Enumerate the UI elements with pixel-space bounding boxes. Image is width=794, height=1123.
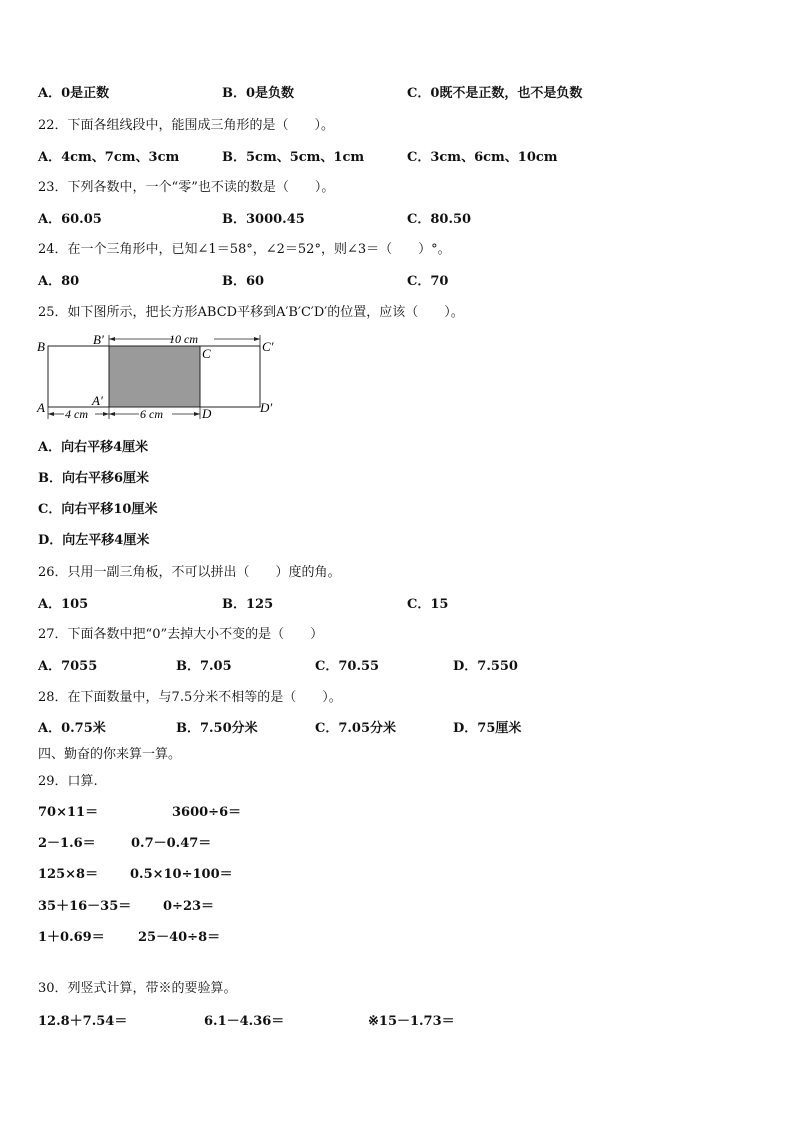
q26-option-a: A．105 — [38, 597, 89, 612]
q23-stem: 23．下列各数中，一个“零”也不读的数是（ ）。 — [38, 180, 335, 195]
q26-option-b: B．125 — [222, 597, 274, 612]
q24-option-c: C．70 — [407, 274, 449, 289]
vertex-D-prime: D′ — [260, 400, 273, 415]
q23-option-b: B．3000.45 — [222, 212, 305, 227]
q25-option-a: A．向右平移4厘米 — [38, 440, 149, 455]
vertex-A-prime: A′ — [92, 393, 103, 408]
q24-option-a: A．80 — [38, 274, 80, 289]
q28-option-d: D．75厘米 — [453, 721, 522, 736]
q21-option-c: C．0既不是正数，也不是负数 — [407, 86, 583, 101]
q21-option-b: B．0是负数 — [222, 86, 295, 101]
q29-r2a: 2－1.6＝ — [38, 836, 96, 851]
q22-option-c: C．3cm、6cm、10cm — [407, 150, 558, 165]
q22-option-a: A．4cm、7cm、3cm — [38, 150, 180, 165]
q28-option-c: C．7.05分米 — [315, 721, 397, 736]
q21-option-a: A．0是正数 — [38, 86, 110, 101]
q29-r3b: 0.5×10÷100＝ — [130, 867, 233, 882]
left-dimension-label: 4 cm — [65, 407, 88, 421]
q29-r2b: 0.7－0.47＝ — [131, 836, 212, 851]
q27-stem: 27．下面各数中把“0”去掉大小不变的是（ ） — [38, 627, 324, 642]
vertex-B-prime: B′ — [93, 332, 104, 347]
right-dimension-label: 6 cm — [140, 407, 163, 421]
q30-a: 12.8＋7.54＝ — [38, 1014, 128, 1029]
q25-option-c: C．向右平移10厘米 — [38, 502, 158, 517]
section-heading: 四、勤奋的你来算一算。 — [38, 747, 182, 762]
q27-option-b: B．7.05 — [176, 659, 232, 674]
q23-option-a: A．60.05 — [38, 212, 102, 227]
q29-r4a: 35＋16－35＝ — [38, 899, 132, 914]
vertex-A: A — [37, 400, 45, 415]
q30-c: ※15－1.73＝ — [368, 1014, 455, 1029]
vertex-B: B — [37, 339, 45, 354]
q29-r5a: 1＋0.69＝ — [38, 930, 105, 945]
q27-option-a: A．7055 — [38, 659, 98, 674]
q22-option-b: B．5cm、5cm、1cm — [222, 150, 365, 165]
q25-option-b: B．向右平移6厘米 — [38, 471, 150, 486]
q29-r4b: 0÷23＝ — [163, 899, 215, 914]
q27-option-c: C．70.55 — [315, 659, 380, 674]
top-dimension-label: 10 cm — [169, 332, 198, 346]
q28-option-b: B．7.50分米 — [176, 721, 258, 736]
q24-option-b: B．60 — [222, 274, 265, 289]
translation-figure — [34, 330, 284, 422]
q29-r1b: 3600÷6＝ — [172, 805, 242, 820]
q29-stem: 29．口算. — [38, 774, 98, 789]
shaded-rectangle — [109, 346, 200, 407]
vertex-D: D — [202, 406, 212, 421]
q24-stem: 24．在一个三角形中，已知∠1＝58°，∠2＝52°，则∠3＝（ ）°。 — [38, 242, 451, 257]
q29-r1a: 70×11＝ — [38, 805, 99, 820]
q29-r3a: 125×8＝ — [38, 867, 99, 882]
q26-option-c: C．15 — [407, 597, 449, 612]
vertex-C-prime: C′ — [262, 339, 274, 354]
q30-stem: 30．列竖式计算，带※的要验算。 — [38, 981, 237, 996]
q28-option-a: A．0.75米 — [38, 721, 106, 736]
q23-option-c: C．80.50 — [407, 212, 472, 227]
q30-b: 6.1－4.36＝ — [204, 1014, 285, 1029]
q28-stem: 28．在下面数量中，与7.5分米不相等的是（ ）。 — [38, 690, 342, 705]
q22-stem: 22．下面各组线段中，能围成三角形的是（ ）。 — [38, 118, 335, 133]
q25-option-d: D．向左平移4厘米 — [38, 533, 150, 548]
q29-r5b: 25－40÷8＝ — [138, 930, 221, 945]
q25-stem: 25．如下图所示，把长方形ABCD平移到A′B′C′D′的位置，应该（ ）。 — [38, 305, 464, 320]
q26-stem: 26．只用一副三角板，不可以拼出（ ）度的角。 — [38, 565, 341, 580]
q27-option-d: D．7.550 — [453, 659, 518, 674]
vertex-C: C — [202, 346, 211, 361]
